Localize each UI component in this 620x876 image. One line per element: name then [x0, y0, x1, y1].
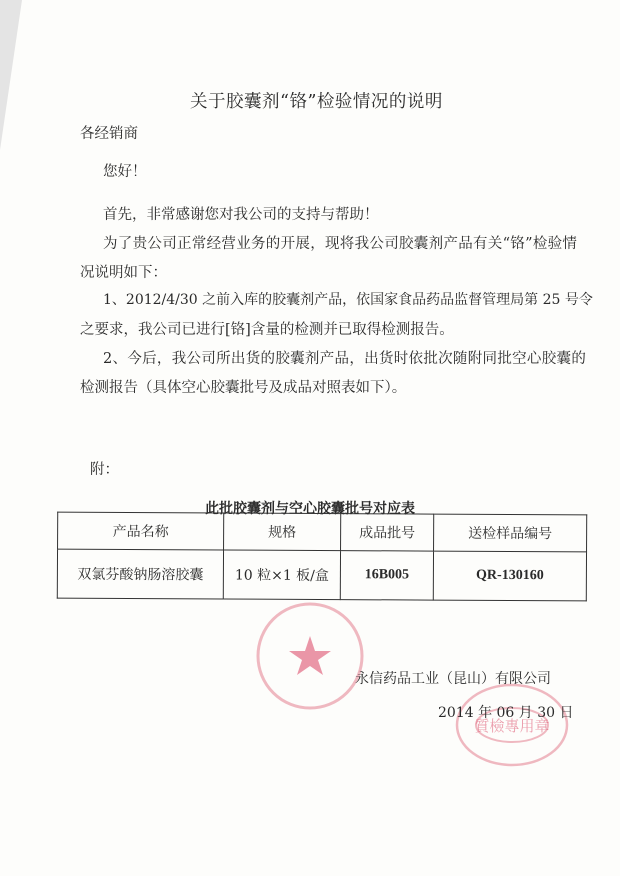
item2-line1: 2、今后，我公司所出货的胶囊剂产品，出货时依批次随附同批空心胶囊的 [103, 351, 587, 367]
item1-line1: 1、2012/4/30 之前入库的胶囊剂产品，依国家食品药品监督管理局第 25 号令 [103, 292, 593, 308]
signature-date: 2014 年 06 月 30 日 [438, 705, 574, 721]
table-row [57, 549, 586, 601]
item2-line2: 检测报告（具体空心胶囊批号及成品对照表如下）。 [80, 380, 407, 396]
greeting: 您好！ [103, 164, 147, 180]
header-spec: 规格 [224, 513, 341, 551]
paragraph-intro-line2: 况说明如下： [80, 265, 167, 281]
quality-inspection-stamp [452, 680, 572, 770]
table-title: 此批胶囊剂与空心胶囊批号对应表 [205, 502, 415, 517]
table-header-row [58, 512, 587, 552]
attachment-label: 附： [90, 462, 119, 478]
item1-line2: 之要求，我公司已进行[铬]含量的检测并已取得检测报告。 [80, 322, 454, 338]
batch-table [57, 512, 587, 602]
cell-product-name: 双氯芬酸钠肠溶胶囊 [57, 549, 223, 599]
header-sample-no: 送检样品编号 [434, 514, 587, 552]
paragraph-thanks: 首先，非常感谢您对我公司的支持与帮助！ [103, 207, 379, 223]
cell-spec: 10 粒×1 板/盒 [223, 550, 340, 600]
cell-batch-no: 16B005 [340, 551, 433, 600]
document-title: 关于胶囊剂“铬”检验情况的说明 [190, 92, 443, 112]
header-product-name: 产品名称 [58, 512, 224, 550]
paragraph-intro-line1: 为了贵公司正常经营业务的开展，现将我公司胶囊剂产品有关“铬”检验情 [103, 236, 578, 252]
company-name: 永信药品工业（昆山）有限公司 [355, 671, 551, 687]
header-batch-no: 成品批号 [341, 514, 434, 551]
recipient: 各经销商 [80, 126, 138, 142]
cell-sample-no: QR-130160 [433, 551, 586, 601]
svg-text:質檢專用章: 質檢專用章 [474, 717, 550, 735]
folded-corner [0, 0, 22, 150]
company-seal-stamp [252, 598, 372, 718]
